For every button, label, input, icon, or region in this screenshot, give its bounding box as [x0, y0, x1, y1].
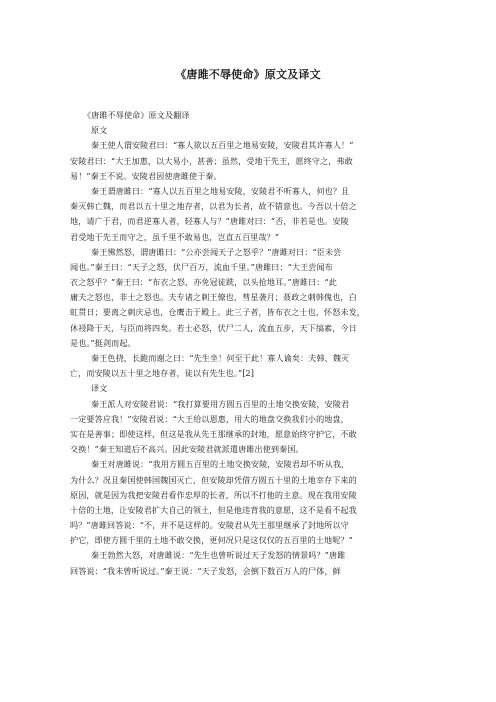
text-line: 休祲降于天，与臣而将四矣。若士必怒，伏尸二人，流血五步，天下缟素，今日 [70, 322, 357, 333]
text-line: 地，请广于君，而君逆寡人者，轻寡人与？”唐雎对曰：“否，非若是也。安陵 [70, 216, 349, 227]
text-line: 实在是善事；即使这样，但这是我从先王那继承的封地，愿意始终守护它，不敢 [70, 428, 357, 439]
text-line: 闻也。”秦王曰：“天子之怒，伏尸百万，流血千里。”唐雎曰：“大王尝闻布 [70, 261, 333, 272]
text-line: 译文 [91, 383, 108, 394]
text-line: 安陵君曰：“大王加惠，以大易小，甚善；虽然，受地于先王，愿终守之，弗敢 [70, 155, 353, 166]
text-line: 秦王谓唐雎曰：“寡人以五百里之地易安陵，安陵君不听寡人，何也？且 [91, 185, 350, 196]
document-title: 《唐雎不辱使命》原文及译文 [175, 68, 321, 81]
text-line: 《唐雎不辱使命》原文及翻译 [83, 110, 190, 120]
text-line: 君受地于先王而守之，虽千里不敢易也，岂直五百里哉？” [70, 231, 280, 242]
text-line: 秦王派人对安陵君说：“我打算要用方圆五百里的土地交换安陵，安陵君 [91, 398, 350, 409]
text-line: 吗？”唐雎回答说：“不，并不是这样的。安陵君从先王那里继承了封地所以守 [70, 520, 349, 531]
text-line: 一定要答应我！”安陵君说：“大王给以恩惠，用大的地盘交换我们小的地盘， [70, 413, 349, 424]
text-line: 庸夫之怒也，非士之怒也。夫专诸之刺王僚也，彗星袭月；聂政之刺韩傀也，白 [70, 292, 357, 303]
text-line: 原文 [91, 125, 108, 136]
document-body [70, 108, 428, 579]
text-line: 回答说：“我未曾听说过。”秦王说：“天子发怒，会倒下数百万人的尸体，鲜 [70, 565, 341, 576]
text-line: 秦王怫然怒，谓唐雎曰：“公亦尝闻天子之怒乎？”唐雎对曰：“臣未尝 [91, 246, 342, 257]
text-line: 秦灭韩亡魏，而君以五十里之地存者，以君为长者，故不错意也。今吾以十倍之 [70, 201, 357, 212]
text-line: 衣之怒乎？”秦王曰：“布衣之怒，亦免冠徒跣，以头抢地耳。”唐雎曰：“此 [70, 277, 337, 288]
text-line: 是也。”挺剑而起。 [70, 337, 136, 348]
text-line: 原因，就是因为我把安陵君看作忠厚的长者，所以不打他的主意。现在我用安陵 [70, 489, 357, 500]
text-line: 亡，而安陵以五十里之地存者，徒以有先生也。”[2] [70, 368, 255, 379]
text-line: 易！”秦王不说。安陵君因使唐雎使于秦。 [70, 170, 222, 181]
text-line: 秦王勃然大怒，对唐雎说：“先生也曾听说过天子发怒的情景吗？”唐雎 [91, 550, 346, 561]
text-line: 秦王使人谓安陵君曰：“寡人欲以五百里之地易安陵，安陵君其许寡人！” [91, 140, 354, 151]
text-line: 虹贯日；要离之刺庆忌也，仓鹰击于殿上。此三子者，皆布衣之士也，怀怒未发， [70, 307, 365, 318]
text-line: 为什么？况且秦国使韩国魏国灭亡，但安陵却凭借方圆五十里的土地幸存下来的 [70, 474, 357, 485]
text-line: 交换！”秦王知道后不高兴。因此安陵君就派遣唐雎出使到秦国。 [70, 444, 304, 455]
text-line: 秦王色挠，长跪而谢之曰：“先生坐！何至于此！寡人谕矣：夫韩、魏灭 [91, 353, 350, 363]
text-line: 秦王对唐雎说：“我用方圆五百里的土地交换安陵，安陵君却不听从我， [91, 459, 350, 470]
text-line: 护它，即使方圆千里的土地不敢交换，更何况只是这仅仅的五百里的土地呢？” [70, 535, 353, 546]
text-line: 十倍的土地，让安陵君扩大自己的领土，但是他违背我的意愿，这不是看不起我 [70, 504, 357, 515]
